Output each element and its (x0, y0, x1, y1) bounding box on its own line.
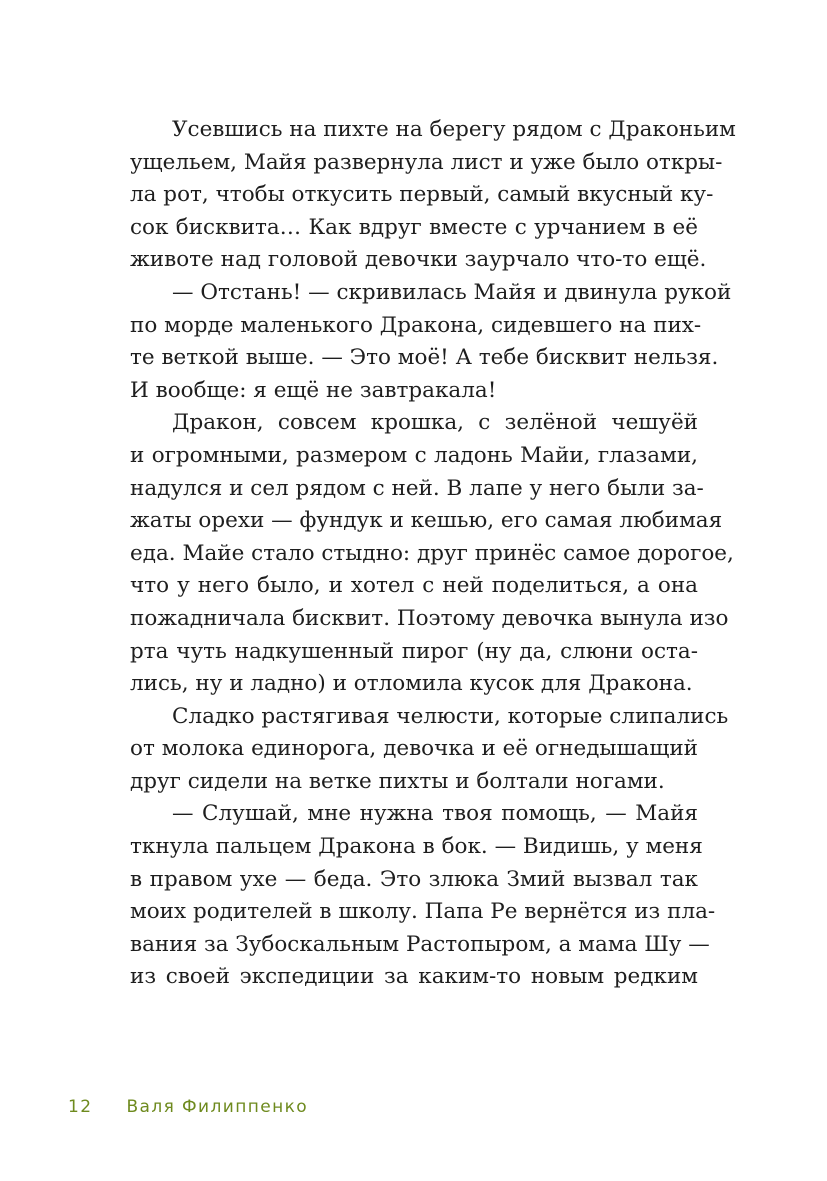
page-footer (68, 1097, 308, 1117)
text-line: от молока единорога, девочка и её огнедышащий (130, 736, 698, 762)
text-line: жаты орехи — фундук и кешью, его самая любимая (130, 508, 723, 534)
text-line: ущельем, Майя развернула лист и уже было откры- (130, 149, 723, 175)
text-line: И вообще: я ещё не завтракала! (130, 377, 497, 403)
text-line: животе над головой девочки заурчало что-то ещё. (130, 247, 707, 273)
text-line: рта чуть надкушенный пирог (ну да, слюни оста- (130, 638, 698, 664)
page-number: 12 (68, 1097, 93, 1117)
text-line: Сладко растягивая челюсти, которые слипались (172, 703, 729, 729)
text-line: друг сидели на ветке пихты и болтали ногами. (130, 768, 665, 794)
text-line: сок бисквита… Как вдруг вместе с урчанием в её (130, 214, 698, 240)
story-text (130, 114, 736, 994)
text-line: лись, ну и ладно) и отломила кусок для Дракона. (130, 671, 693, 697)
text-line: моих родителей в школу. Папа Ре вернётся из пла- (130, 899, 716, 925)
text-line: Дракон, совсем крошка, с зелёной чешуёй (172, 410, 698, 436)
text-line: из своей экспедиции за каким-то новым редким (130, 964, 698, 990)
text-line: Усевшись на пихте на берегу рядом с Драконьим (172, 117, 736, 142)
text-line: надулся и сел рядом с ней. В лапе у него были за- (130, 475, 704, 501)
text-line: и огромными, размером с ладонь Майи, глазами, (130, 442, 698, 468)
text-line: — Отстань! — скривилась Майя и двинула рукой (172, 279, 732, 305)
text-line: ла рот, чтобы откусить первый, самый вкусный ку- (130, 182, 714, 208)
text-line: ткнула пальцем Дракона в бок. — Видишь, у меня (130, 834, 703, 860)
text-line: что у него было, и хотел с ней поделиться, а она (130, 573, 698, 599)
text-line: вания за Зубоскальным Растопыром, а мама Шу — (130, 931, 710, 957)
text-line: по морде маленького Дракона, сидевшего на пих- (130, 312, 702, 338)
text-line: те веткой выше. — Это моё! А тебе бисквит нельзя. (130, 345, 719, 371)
author-name: Валя Филиппенко (126, 1097, 309, 1117)
text-line: в правом ухе — беда. Это злюка Змий вызвал так (130, 866, 698, 892)
text-line: — Слушай, мне нужна твоя помощь, — Майя (172, 801, 698, 827)
text-line: еда. Майе стало стыдно: друг принёс самое дорогое, (130, 540, 734, 566)
text-line: пожадничала бисквит. Поэтому девочка вынула изо (130, 605, 729, 631)
